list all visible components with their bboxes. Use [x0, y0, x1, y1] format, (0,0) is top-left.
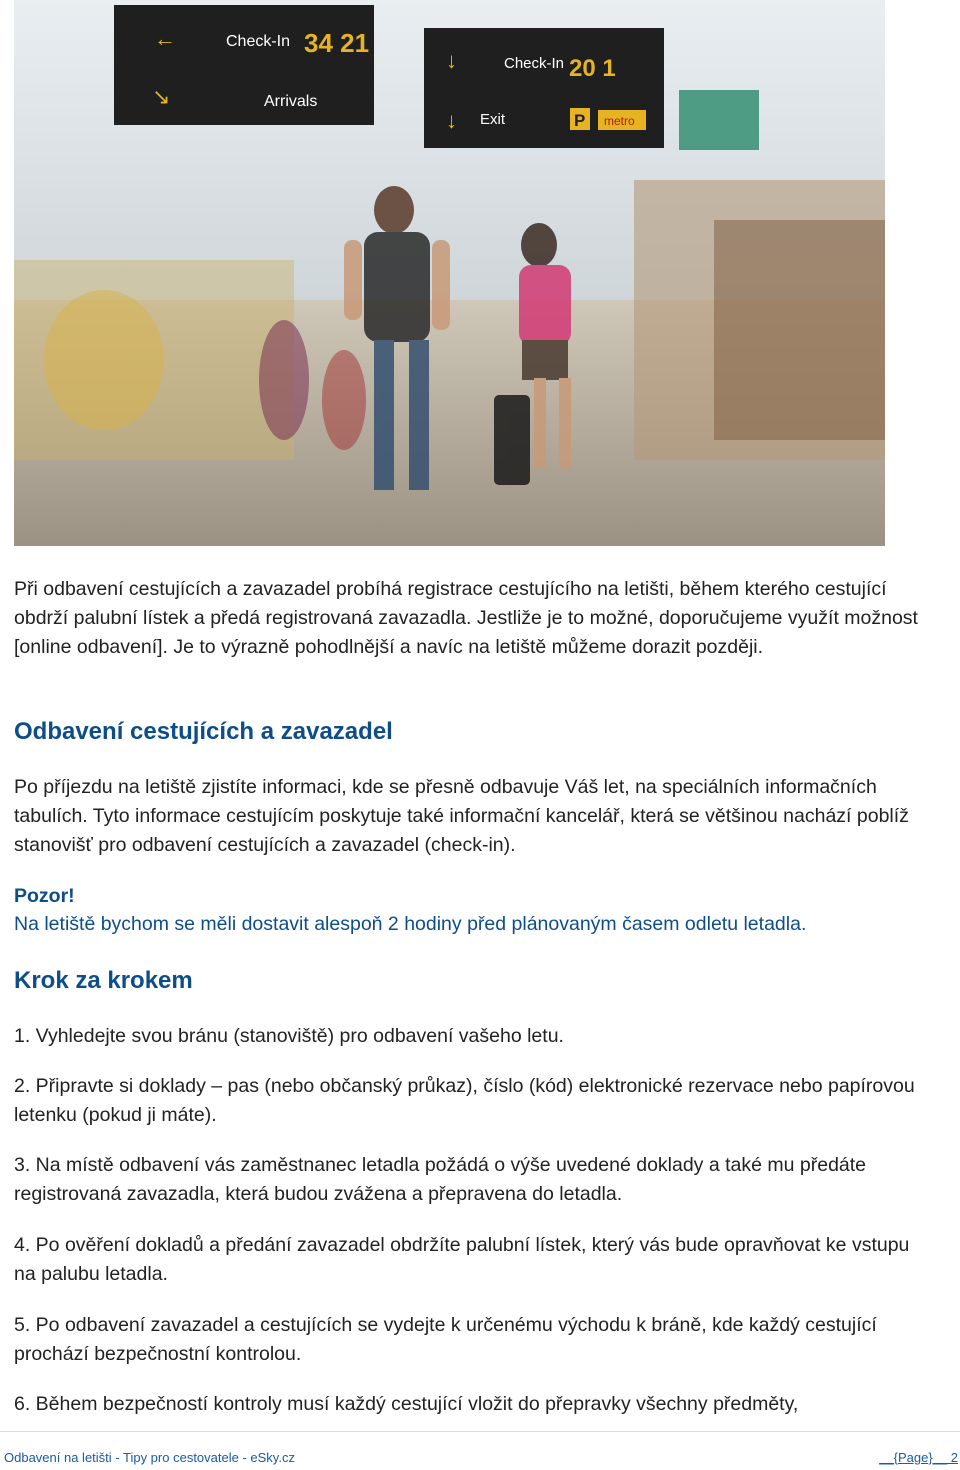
- intro-paragraph: Při odbavení cestujících a zavazadel probíhá registrace cestujícího na letišti, během kterého cestující obdrží palubní lístek a předá registrovaná zavazadla. Jestliže je to možné, doporučujeme využít možnost [online odbavení]. Je to výrazně pohodlnější a navíc na letiště můžeme dorazit později.: [14, 578, 918, 658]
- svg-text:↓: ↓: [446, 48, 457, 73]
- footer-source-link[interactable]: Odbavení na letišti - Tipy pro cestovatele - eSky.cz: [4, 1450, 295, 1465]
- step-item: 6. Během bezpečností kontroly musí každý cestující vložit do přepravky všechny předměty,: [14, 1393, 799, 1415]
- svg-text:Arrivals: Arrivals: [264, 93, 318, 110]
- hero-airport-photo: [14, 0, 885, 546]
- svg-text:Check-In: Check-In: [504, 55, 565, 72]
- step-item: 4. Po ověření dokladů a předání zavazadel obdržíte palubní lístek, který vás bude opravňovat ke vstupu na palubu letadla.: [14, 1234, 910, 1285]
- svg-text:Exit: Exit: [480, 111, 506, 128]
- right-signboard: [424, 28, 664, 148]
- step-item: 3. Na místě odbavení vás zaměstnanec letadla požádá o výše uvedené doklady a také mu předáte registrovaná zavazadla, která budou zvážena a přepravena do letadla.: [14, 1154, 867, 1205]
- section-heading-steps: Krok za krokem: [14, 967, 193, 994]
- svg-text:↓: ↓: [446, 108, 457, 133]
- departure-signboard: [114, 5, 374, 125]
- step-item: 2. Připravte si doklady – pas (nebo občanský průkaz), číslo (kód) elektronické rezervace nebo papírovou letenku (pokud ji máte).: [14, 1075, 915, 1126]
- svg-text:↘: ↘: [152, 84, 171, 109]
- section-check-in-text: Po příjezdu na letiště zjistíte informaci, kde se přesně odbavuje Váš let, na speciálních informačních tabulích. Tyto informace cestujícím poskytuje také informační kancelář, která se většinou nachází poblíž stanovišť pro odbavení cestujících a zavazadel (check-in).: [14, 776, 909, 856]
- page-footer: [0, 1431, 960, 1470]
- svg-text:P: P: [574, 111, 586, 130]
- note-text: Na letiště bychom se měli dostavit alespoň 2 hodiny před plánovaným časem odletu letadla.: [14, 913, 807, 935]
- svg-text:34 21: 34 21: [304, 28, 370, 58]
- svg-text:20 1: 20 1: [569, 55, 616, 82]
- svg-text:metro: metro: [604, 114, 635, 128]
- footer-page-number: __{Page}__ 2: [879, 1450, 958, 1465]
- step-item: 1. Vyhledejte svou bránu (stanoviště) pro odbavení vašeho letu.: [14, 1025, 564, 1047]
- svg-text:Check-In: Check-In: [226, 33, 291, 50]
- step-item: 5. Po odbavení zavazadel a cestujících se vydejte k určenému východu k bráně, kde každý cestující prochází bezpečnostní kontrolou.: [14, 1314, 877, 1365]
- section-heading-check-in: Odbavení cestujících a zavazadel: [14, 718, 393, 745]
- svg-text:←: ←: [154, 26, 176, 51]
- note-label: Pozor!: [14, 885, 75, 907]
